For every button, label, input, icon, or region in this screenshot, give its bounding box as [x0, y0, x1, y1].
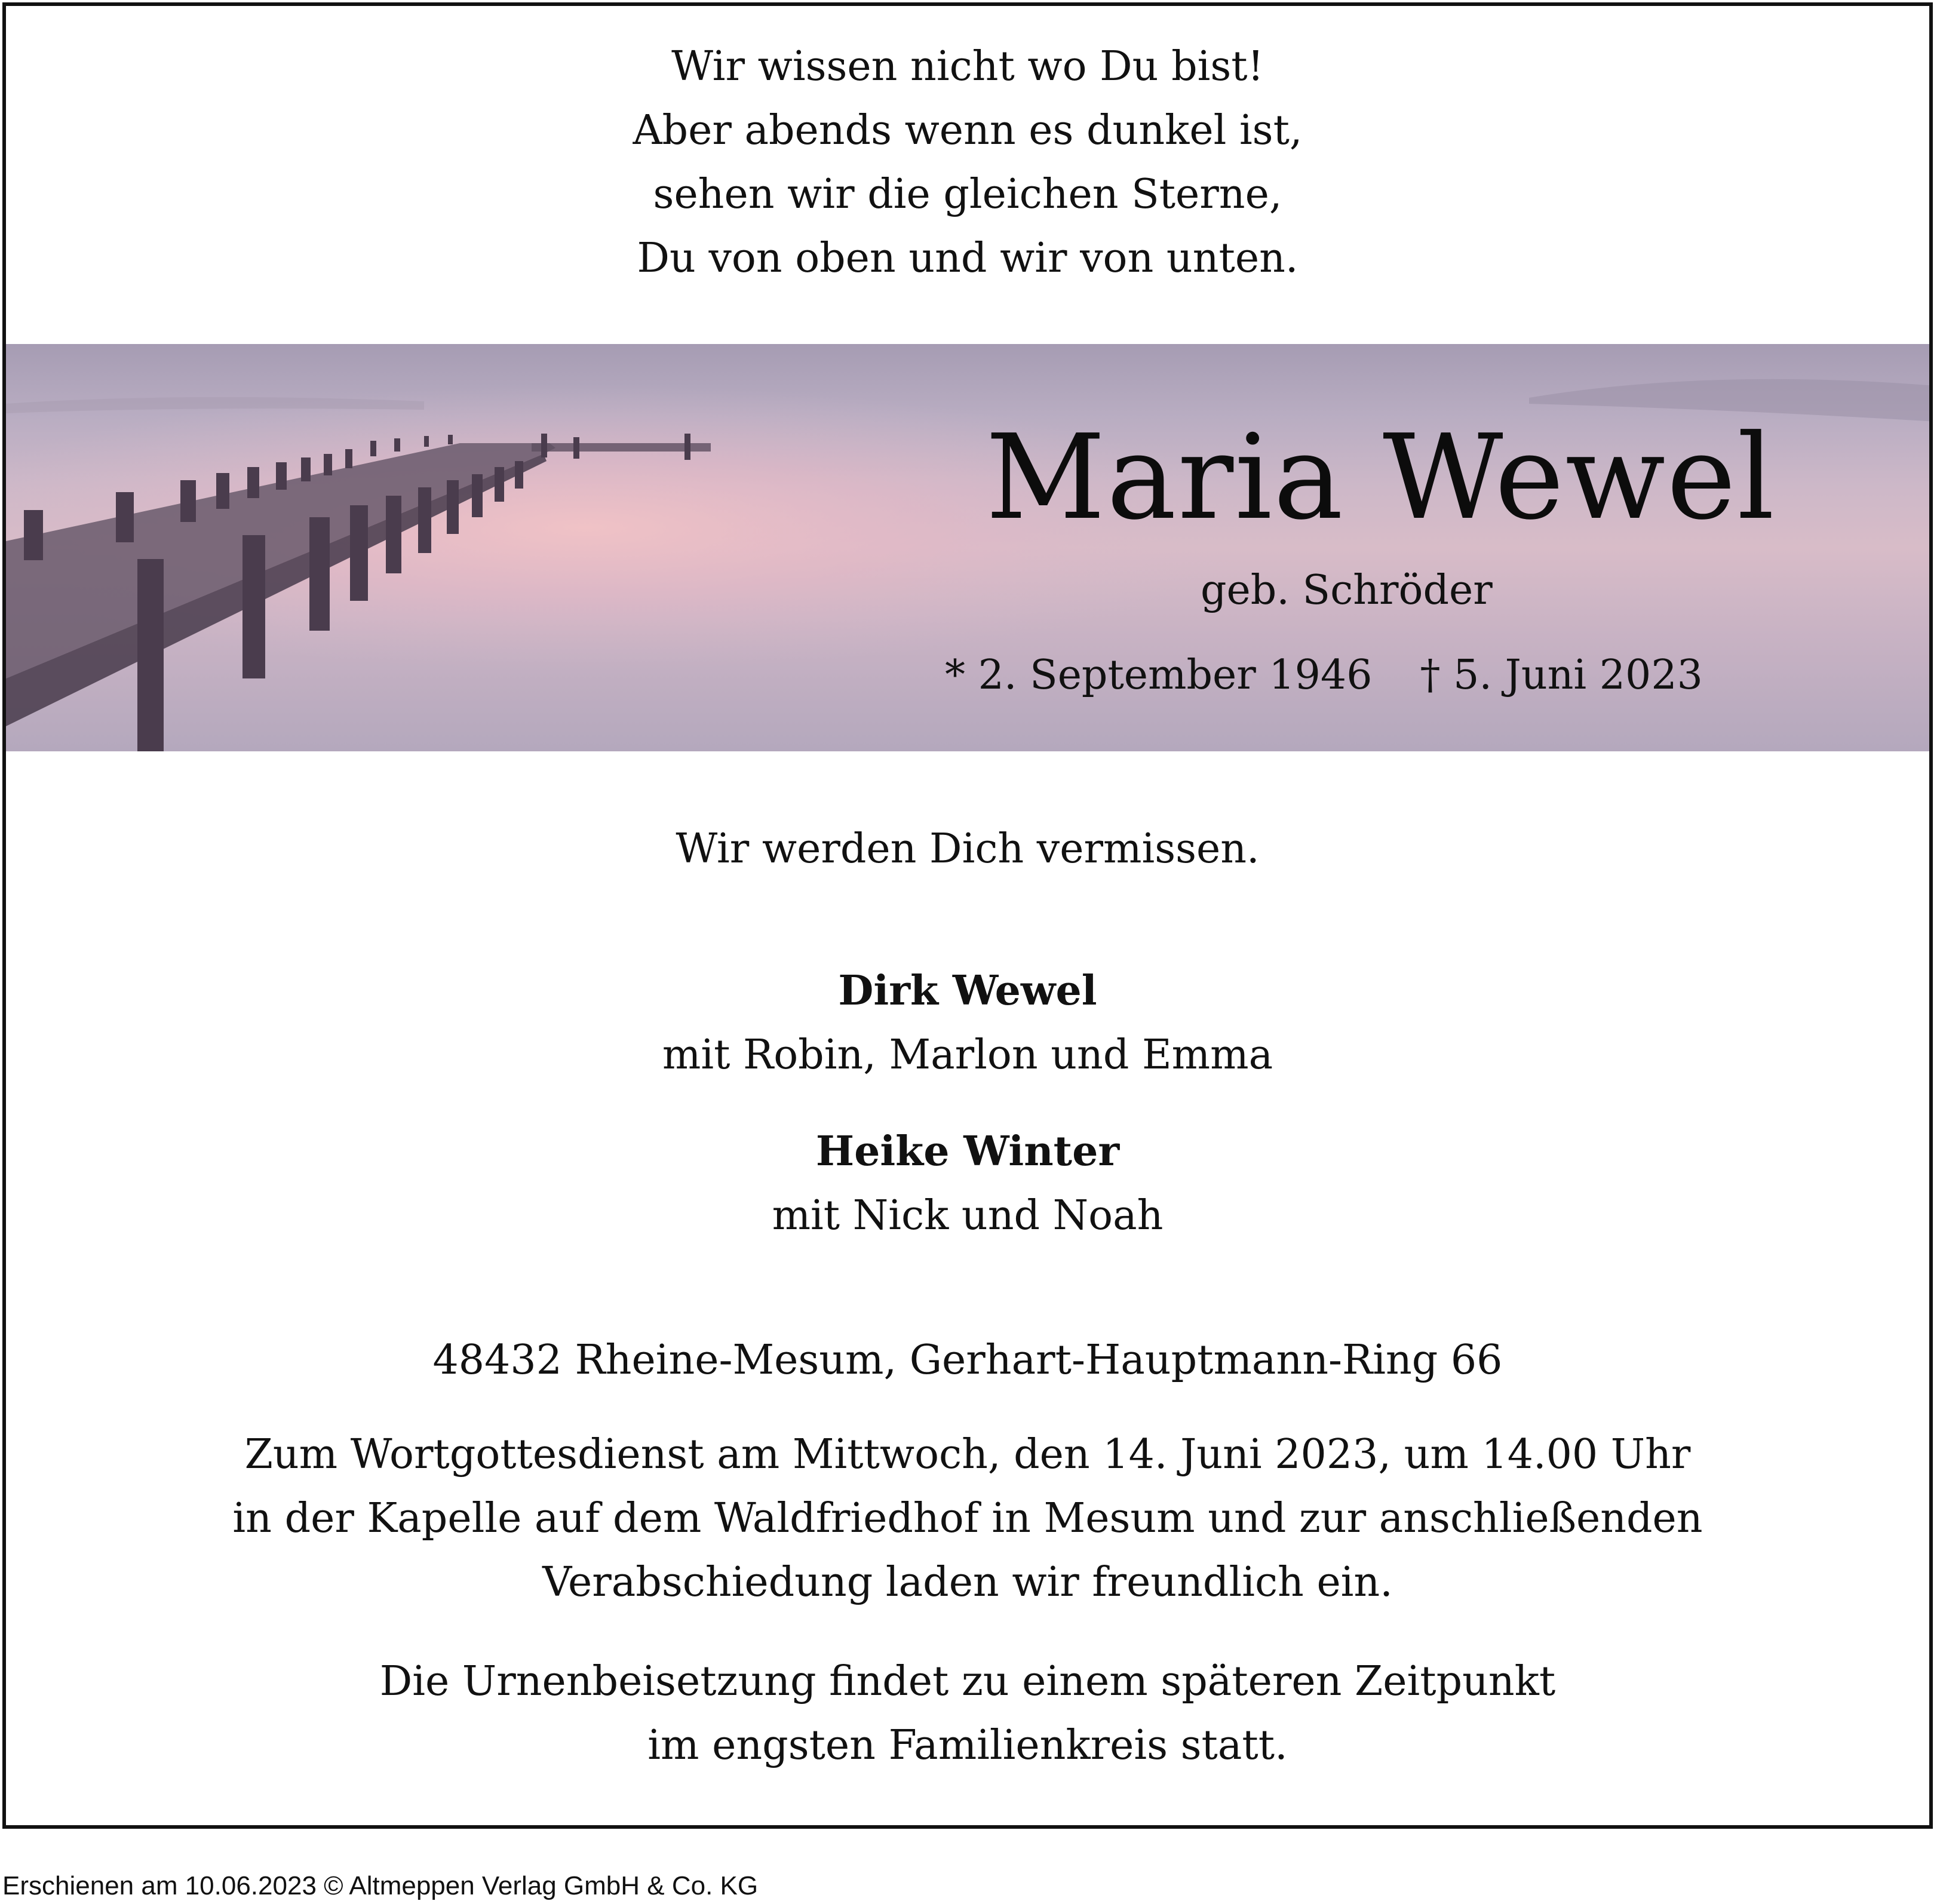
service-line: Verabschiedung laden wir freundlich ein.	[542, 1559, 1393, 1606]
poem-line: Wir wissen nicht wo Du bist!	[671, 43, 1264, 90]
burial-line: Die Urnenbeisetzung findet zu einem späteren Zeitpunkt	[379, 1658, 1556, 1705]
death-date: † 5. Juni 2023	[1420, 652, 1703, 699]
address	[6, 1328, 1929, 1392]
address-text: 48432 Rheine-Mesum, Gerhart-Hauptmann-Ring 66	[432, 1337, 1503, 1384]
life-dates	[945, 649, 1703, 702]
service-line: Zum Wortgottesdienst am Mittwoch, den 14. Juni 2023, um 14.00 Uhr	[244, 1431, 1691, 1478]
mourner-name: Dirk Wewel	[838, 967, 1097, 1015]
birth-name: geb. Schröder	[1201, 567, 1493, 614]
mourner-name: Heike Winter	[815, 1128, 1120, 1175]
publication-footer: Erschienen am 10.06.2023 © Altmeppen Verlag GmbH & Co. KG	[2, 1871, 759, 1900]
service-notice	[6, 1423, 1929, 1614]
service-line: in der Kapelle auf dem Waldfriedhof in Mesum und zur anschließenden	[232, 1495, 1703, 1542]
burial-notice	[6, 1650, 1929, 1777]
burial-line: im engsten Familienkreis statt.	[647, 1722, 1288, 1769]
deceased-name: Maria Wewel	[986, 410, 1776, 546]
mourners-list	[6, 959, 1929, 1248]
mourner-family: mit Robin, Marlon und Emma	[662, 1031, 1273, 1079]
poem	[6, 35, 1929, 290]
birth-date: * 2. September 1946	[945, 652, 1373, 699]
farewell-message	[6, 817, 1929, 881]
farewell-text: Wir werden Dich vermissen.	[676, 825, 1260, 873]
poem-line: Du von oben und wir von unten.	[637, 235, 1299, 282]
obituary-frame	[2, 2, 1933, 1829]
poem-line: Aber abends wenn es dunkel ist,	[633, 107, 1303, 154]
mourner-family: mit Nick und Noah	[772, 1192, 1164, 1239]
poem-line: sehen wir die gleichen Sterne,	[653, 171, 1282, 218]
